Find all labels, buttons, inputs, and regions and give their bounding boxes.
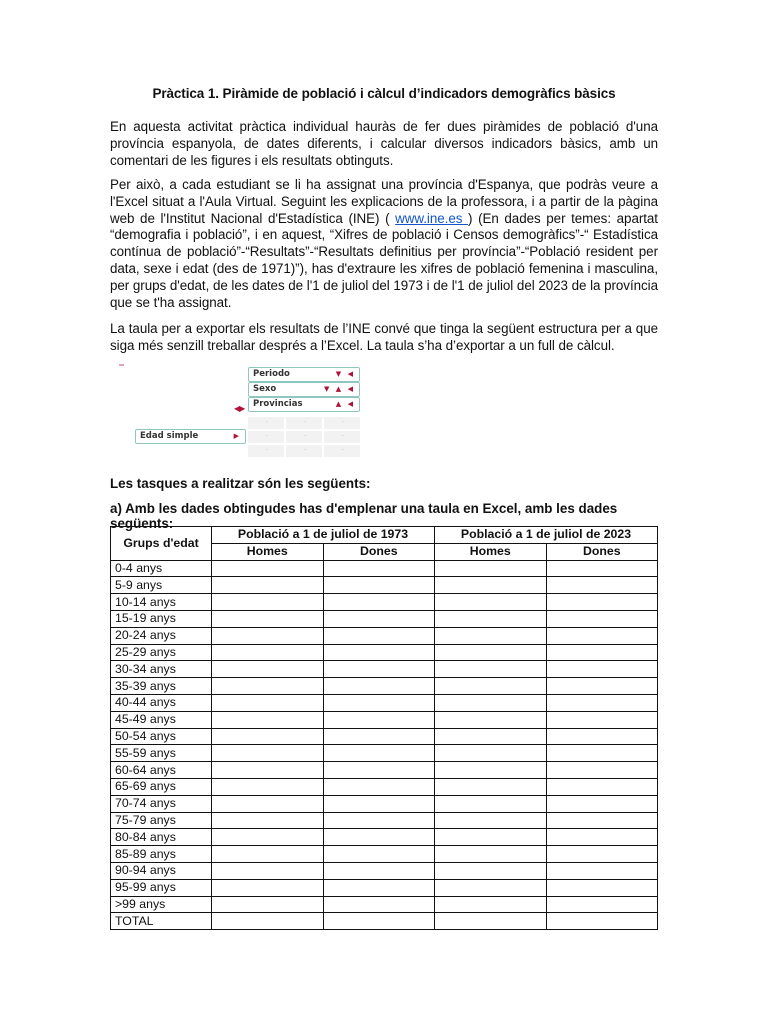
age-group-label: 20-24 anys [111, 627, 212, 644]
empty-cell [212, 879, 324, 896]
empty-cell [212, 711, 324, 728]
empty-cell [435, 745, 547, 762]
age-group-label: 45-49 anys [111, 711, 212, 728]
table-row [111, 795, 658, 812]
table-row [111, 846, 658, 863]
export-paragraph: La taula per a exportar els resultats de l’INE convé que tinga la següent estructura per a que siga més senzill treballar després a l’Excel. La taula s’ha d’exportar a un full de càlcul. [110, 321, 658, 353]
empty-cell [435, 728, 547, 745]
intro-paragraph: En aquesta activitat pràctica individual hauràs de fer dues piràmides de població d'una província espanyola, de dates diferents, i calcular diversos indicadors bàsics, amb un comentari de les figures i els resultats obtinguts. [110, 119, 658, 168]
empty-cell [212, 627, 324, 644]
age-group-label: 95-99 anys [111, 879, 212, 896]
empty-cell [546, 896, 658, 913]
empty-cell [212, 829, 324, 846]
empty-cell [435, 560, 547, 577]
table-row [111, 577, 658, 594]
empty-cell [546, 711, 658, 728]
age-group-label: 50-54 anys [111, 728, 212, 745]
table-row [111, 678, 658, 695]
empty-cell [435, 762, 547, 779]
ine-table-layout-image [110, 362, 370, 458]
subheader-dones-1973: Dones [323, 543, 435, 560]
empty-cell [212, 745, 324, 762]
group-header-1973: Població a 1 de juliol de 1973 [212, 527, 435, 544]
empty-cell [212, 678, 324, 695]
sort-arrows-icon: ▼ ▲ ◀ [323, 385, 355, 393]
group-header-2023: Població a 1 de juliol de 2023 [435, 527, 658, 544]
empty-cell [212, 560, 324, 577]
document-title: Pràctica 1. Piràmide de població i càlcul d’indicadors demogràfics bàsics [152, 86, 616, 101]
table-row [111, 829, 658, 846]
table-row [111, 711, 658, 728]
swap-arrows-icon: ◀▶ [234, 404, 245, 413]
empty-cell [212, 577, 324, 594]
field-periodo [248, 367, 360, 382]
empty-cell [212, 762, 324, 779]
empty-cell [212, 896, 324, 913]
empty-cell [546, 577, 658, 594]
empty-cell [546, 795, 658, 812]
table-row [111, 913, 658, 930]
empty-cell [546, 778, 658, 795]
field-label: Periodo [253, 369, 290, 379]
table-row [111, 627, 658, 644]
ine-website-link[interactable]: www.ine.es [395, 210, 469, 226]
empty-cell [212, 846, 324, 863]
table-row [111, 862, 658, 879]
table-row [111, 728, 658, 745]
empty-cell [435, 879, 547, 896]
empty-cell [546, 745, 658, 762]
empty-cell [323, 661, 435, 678]
empty-cell [435, 644, 547, 661]
empty-cell [323, 728, 435, 745]
empty-cell [435, 778, 547, 795]
empty-cell [435, 913, 547, 930]
empty-cell [212, 913, 324, 930]
empty-cell [323, 577, 435, 594]
empty-cell [323, 560, 435, 577]
empty-cell [323, 896, 435, 913]
age-group-label: 80-84 anys [111, 829, 212, 846]
subheader-homes-1973: Homes [212, 543, 324, 560]
preview-cells [248, 417, 362, 457]
age-group-label: TOTAL [111, 913, 212, 930]
empty-cell [435, 627, 547, 644]
empty-cell [323, 694, 435, 711]
task-a-heading: a) Amb les dades obtingudes has d'emplenar una taula en Excel, amb les dades següents: [110, 501, 618, 531]
empty-cell [546, 829, 658, 846]
age-group-label: 70-74 anys [111, 795, 212, 812]
age-group-label: 25-29 anys [111, 644, 212, 661]
field-label: Provincias [253, 399, 303, 409]
empty-cell [546, 560, 658, 577]
empty-cell [212, 694, 324, 711]
table-row [111, 694, 658, 711]
empty-cell [435, 694, 547, 711]
empty-cell [323, 610, 435, 627]
age-group-label: 75-79 anys [111, 812, 212, 829]
empty-cell [212, 728, 324, 745]
table-row [111, 762, 658, 779]
age-group-label: 0-4 anys [111, 560, 212, 577]
empty-cell [435, 829, 547, 846]
age-group-label: 55-59 anys [111, 745, 212, 762]
empty-cell [435, 678, 547, 695]
age-group-label: 90-94 anys [111, 862, 212, 879]
age-group-label: 85-89 anys [111, 846, 212, 863]
empty-cell [323, 795, 435, 812]
age-group-label: 35-39 anys [111, 678, 212, 695]
empty-cell [212, 594, 324, 611]
field-edad-simple [135, 429, 246, 444]
empty-cell [323, 711, 435, 728]
empty-cell [435, 862, 547, 879]
empty-cell [546, 762, 658, 779]
sort-arrows-icon: ▲ ◀ [335, 400, 355, 408]
empty-cell [323, 678, 435, 695]
table-row [111, 644, 658, 661]
empty-cell [323, 762, 435, 779]
empty-cell [546, 694, 658, 711]
instructions-text-after-link: ) (En dades per temes: apartat “demografia i població”, i en aquest, “Xifres de població i Censos demogràfics”-“ Estadística contínua de població”-“Resultats”-“Resultats definitius per província”-“Població resident per data, sexe i edat (des de 1971)”), has d'extraure les xifres de població femenina i masculina, per grups d'edat, de les dates de l'1 de juliol del 1973 i de l'1 de juliol del 2023 de la província que se t'ha assignat. [110, 210, 658, 310]
field-provincias [248, 397, 360, 412]
empty-cell [323, 778, 435, 795]
table-row [111, 812, 658, 829]
age-group-label: 30-34 anys [111, 661, 212, 678]
decorative-mark [119, 364, 124, 366]
empty-cell [546, 862, 658, 879]
empty-cell [546, 812, 658, 829]
population-table [110, 526, 658, 930]
empty-cell [323, 644, 435, 661]
age-group-label: 40-44 anys [111, 694, 212, 711]
age-group-header: Grups d'edat [111, 527, 212, 561]
subheader-homes-2023: Homes [435, 543, 547, 560]
empty-cell [323, 745, 435, 762]
empty-cell [546, 913, 658, 930]
table-row [111, 896, 658, 913]
table-row [111, 594, 658, 611]
empty-cell [435, 795, 547, 812]
empty-cell [435, 577, 547, 594]
empty-cell [546, 627, 658, 644]
empty-cell [546, 678, 658, 695]
empty-cell [212, 610, 324, 627]
age-group-label: 60-64 anys [111, 762, 212, 779]
empty-cell [435, 594, 547, 611]
expand-arrow-icon: ▶ [233, 432, 241, 440]
age-group-label: 5-9 anys [111, 577, 212, 594]
empty-cell [212, 778, 324, 795]
empty-cell [212, 862, 324, 879]
age-group-label: 10-14 anys [111, 594, 212, 611]
table-row [111, 879, 658, 896]
empty-cell [546, 846, 658, 863]
empty-cell [323, 862, 435, 879]
empty-cell [323, 846, 435, 863]
empty-cell [546, 610, 658, 627]
age-group-label: >99 anys [111, 896, 212, 913]
empty-cell [546, 661, 658, 678]
instructions-text-before-link: Per això, a cada estudiant se li ha assignat una província d'Espanya, que podràs veure a l'Excel situat a l'Aula Virtual. Seguint les explicacions de la professora, i a partir de la pàgina web de l'Institut Nacional d'Estadística (INE) ( [110, 177, 658, 226]
field-label: Sexo [253, 384, 277, 394]
empty-cell [212, 661, 324, 678]
sort-arrows-icon: ▼ ◀ [335, 370, 355, 378]
table-row [111, 610, 658, 627]
empty-cell [546, 879, 658, 896]
table-row [111, 778, 658, 795]
table-row [111, 661, 658, 678]
empty-cell [546, 594, 658, 611]
empty-cell [546, 728, 658, 745]
empty-cell [435, 661, 547, 678]
empty-cell [435, 846, 547, 863]
empty-cell [546, 644, 658, 661]
empty-cell [323, 812, 435, 829]
empty-cell [323, 879, 435, 896]
field-label: Edad simple [140, 431, 199, 441]
empty-cell [323, 829, 435, 846]
empty-cell [323, 594, 435, 611]
instructions-paragraph [110, 177, 658, 311]
subheader-dones-2023: Dones [546, 543, 658, 560]
tasks-heading: Les tasques a realitzar són les següents: [110, 476, 371, 491]
empty-cell [435, 896, 547, 913]
empty-cell [323, 913, 435, 930]
empty-cell [212, 644, 324, 661]
empty-cell [435, 610, 547, 627]
empty-cell [212, 795, 324, 812]
empty-cell [435, 711, 547, 728]
age-group-label: 15-19 anys [111, 610, 212, 627]
empty-cell [212, 812, 324, 829]
empty-cell [435, 812, 547, 829]
age-group-label: 65-69 anys [111, 778, 212, 795]
field-sexo [248, 382, 360, 397]
table-row [111, 745, 658, 762]
table-row [111, 560, 658, 577]
empty-cell [323, 627, 435, 644]
